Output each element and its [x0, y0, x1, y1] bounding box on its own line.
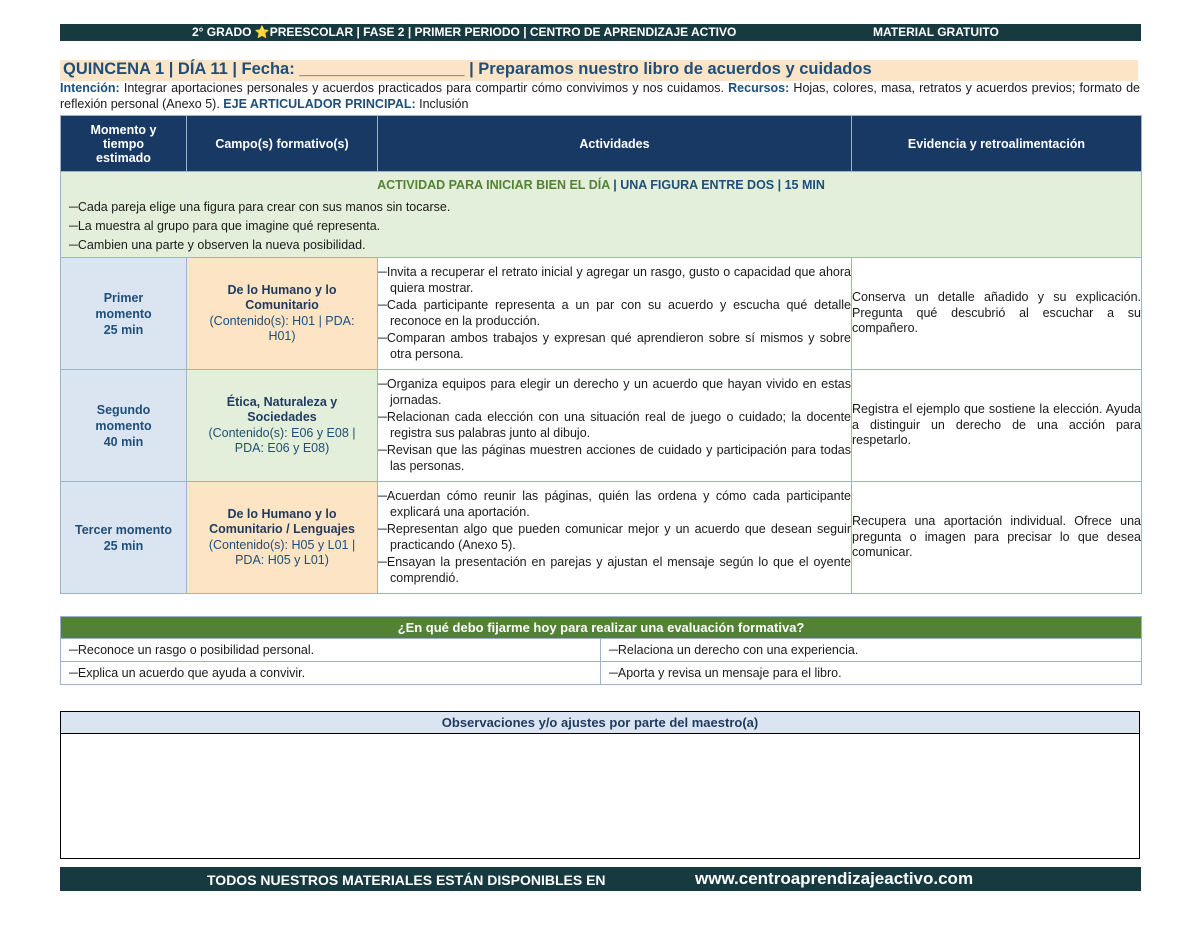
start-activity-list: [61, 198, 1141, 255]
table-row: [61, 482, 1142, 594]
table-header-row: [61, 116, 1142, 172]
activity-item: ─Ensayan la presentación en parejas y ajustan el mensaje según lo que el oyente comprendió.: [378, 555, 851, 585]
list-item: ─Cambien una parte y observen la nueva posibilidad.: [69, 238, 366, 252]
moment-cell: Tercer momento 25 min: [61, 482, 187, 594]
evaluation-item: ─Explica un acuerdo que ayuda a convivir.: [61, 662, 601, 685]
activity-item: ─Comparan ambos trabajos y expresan qué aprendieron sobre sí mismos y sobre otra persona.: [378, 331, 851, 361]
activities-cell: [378, 258, 852, 370]
activity-item: ─Invita a recuperar el retrato inicial y agregar un rasgo, gusto o capacidad que ahora quiera mostrar.: [378, 265, 851, 295]
moment-cell: Primer momento 25 min: [61, 258, 187, 370]
list-item: ─Cada pareja elige una figura para crear con sus manos sin tocarse.: [69, 200, 451, 214]
header-evidence: Evidencia y retroalimentación: [852, 116, 1142, 172]
evaluation-item: ─Aporta y revisa un mensaje para el libro.: [601, 662, 1142, 685]
activities-cell: [378, 482, 852, 594]
campo-cell: De lo Humano y lo Comunitario / Lenguajes (Contenido(s): H05 y L01 | PDA: H05 y L01): [187, 482, 378, 594]
title-bar: [60, 60, 1138, 81]
observations-box: [60, 711, 1140, 859]
moment-cell: Segundo momento 40 min: [61, 370, 187, 482]
header-activities: Actividades: [378, 116, 852, 172]
header-moment: Momento y tiempo estimado: [61, 116, 187, 172]
evaluation-title: ¿En qué debo fijarme hoy para realizar una evaluación formativa?: [61, 617, 1142, 639]
footer-text: TODOS NUESTROS MATERIALES ESTÁN DISPONIBLES EN: [207, 872, 606, 888]
activity-item: ─Acuerdan cómo reunir las páginas, quién las ordena y cómo cada participante explicará una aportación.: [378, 489, 851, 519]
evidence-cell: Conserva un detalle añadido y su explicación. Pregunta qué descubrió al escuchar a su compañero.: [852, 258, 1142, 370]
recursos-text: Hojas, colores, masa, retratos y acuerdos previos; formato de reflexión personal (Anexo 5).: [60, 81, 1140, 111]
intent-paragraph: [60, 81, 1140, 112]
top-banner: [60, 24, 1141, 41]
star-icon: ⭐: [254, 25, 270, 39]
activity-item: ─Relacionan cada elección con una situación real de juego o cuidado; la docente registra sus palabras junto al dibujo.: [378, 410, 851, 440]
list-item: ─La muestra al grupo para que imagine qué representa.: [69, 219, 381, 233]
evaluation-item: ─Relaciona un derecho con una experiencia.: [601, 639, 1142, 662]
header-info: 2° GRADO ⭐PREESCOLAR | FASE 2 | PRIMER PERIODO | CENTRO DE APRENDIZAJE ACTIVO: [192, 25, 737, 39]
table-row: [61, 258, 1142, 370]
intencion-label: Intención:: [60, 81, 120, 95]
observations-title: Observaciones y/o ajustes por parte del maestro(a): [61, 712, 1139, 734]
campo-cell: De lo Humano y lo Comunitario (Contenido(s): H01 | PDA: H01): [187, 258, 378, 370]
footer-banner: [60, 867, 1141, 891]
intencion-text: Integrar aportaciones personales y acuerdos practicados para compartir cómo convivimos y nos cuidamos.: [119, 81, 729, 95]
footer-url-link[interactable]: www.centroaprendizajeactivo.com: [695, 869, 974, 888]
evidence-cell: Recupera una aportación individual. Ofrece una pregunta o imagen para precisar lo que desea comunicar.: [852, 482, 1142, 594]
header-free-material: MATERIAL GRATUITO: [873, 25, 999, 39]
activity-item: ─Representan algo que pueden comunicar mejor y un acuerdo que desean seguir practicando (Anexo 5).: [378, 522, 851, 552]
activity-item: ─Cada participante representa a un par con su acuerdo y escucha qué detalle reconoce en la producción.: [378, 298, 851, 328]
activity-item: ─Organiza equipos para elegir un derecho y un acuerdo que hayan vivido en estas jornadas.: [378, 377, 851, 407]
page-title: QUINCENA 1 | DÍA 11 | Fecha: __________________ | Preparamos nuestro libro de acuerdos y cuidados: [63, 60, 872, 78]
header-campo: Campo(s) formativo(s): [187, 116, 378, 172]
recursos-label: Recursos:: [728, 81, 790, 95]
activities-cell: [378, 370, 852, 482]
evaluation-item: ─Reconoce un rasgo o posibilidad personal.: [61, 639, 601, 662]
eje-label: EJE ARTICULADOR PRINCIPAL:: [223, 96, 416, 111]
planning-table: [60, 115, 1142, 594]
start-activity-row: [61, 172, 1142, 258]
campo-cell: Ética, Naturaleza y Sociedades (Contenido(s): E06 y E08 | PDA: E06 y E08): [187, 370, 378, 482]
formative-evaluation-table: [60, 616, 1142, 685]
start-activity-title: ACTIVIDAD PARA INICIAR BIEN EL DÍA | UNA FIGURA ENTRE DOS | 15 MIN: [377, 178, 825, 192]
table-row: [61, 370, 1142, 482]
evidence-cell: Registra el ejemplo que sostiene la elección. Ayuda a distinguir un derecho de una acción para respetarlo.: [852, 370, 1142, 482]
eje-text: Inclusión: [415, 96, 469, 111]
activity-item: ─Revisan que las páginas muestren acciones de cuidado y participación para todas las personas.: [378, 443, 851, 473]
